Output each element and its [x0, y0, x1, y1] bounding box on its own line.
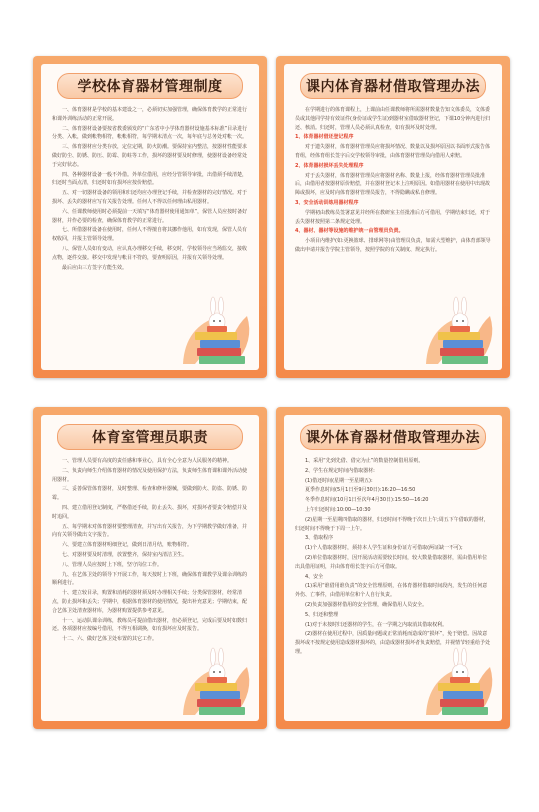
body-paragraph: 五、每学期末对体育器材要整理清查，并写出有关报告，为下学期教学做好准备，并向有关领导做出文字报告。	[52, 523, 248, 539]
body-paragraph: 十一、运动队课余训练，教练员可提前借出器材，但必须登记，完成后要及时如数归还。各项器材应按编号借用，不得互相调换，如有损坏应及时报告。	[52, 617, 248, 633]
body-paragraph: (2)单位借取器材时，因开展活动需要较长时间，较大数量借取器材，需由借用单位出具借用证明，并由体育组长签字后方可借取。	[295, 554, 488, 570]
section-heading: 2、体育器材损坏丢失处理程序	[295, 162, 364, 169]
body-paragraph: 四、各种器材设备一般不外借。外单位借用，应经分管领导审批，出借须手续清楚，归还时当面点清，归还时如有损坏应按价赔偿。	[52, 171, 248, 187]
bunny-with-books-icon	[175, 286, 255, 366]
body-paragraph: (1)借还时间(星期一至星期五):	[305, 477, 373, 484]
body-paragraph: 二、体育器材设备要按省教委颁发的“广东省中小学体育器材设施基本标准”目录进行分类、入帐，做到帐物相符，帐帐相符，每学期末清点一次，每年底与总务处对帐一次。	[52, 125, 248, 141]
body-paragraph: 1、采用“先到先借、借完为止”的数量控制借用原则。	[305, 458, 424, 464]
body-paragraph: 八、保管人员如有变动，应认真办理移交手续，移交时，学校领导应当场监交，接收点物，逐件交接。移交中发现与帐目不符的，要查明原因，并报有关领导处理。	[52, 245, 248, 261]
body-paragraph: 九、在艺体卫处的领导下开展工作，每天按时上下班，确保体育课教学及课余训练的顺利进行。	[52, 571, 248, 587]
poster-body	[295, 457, 491, 658]
body-paragraph: 七、所借器材设备在使用时，任何人不得擅自将其挪作他用，如有发现，保管人员有权收回，并报主管领导处理。	[52, 227, 248, 243]
body-paragraph: (1)对于未按时归还器材的学生，在一学期之内取消其借取权利。	[305, 621, 448, 628]
poster-gym-manager-duties	[33, 407, 267, 729]
body-paragraph: 4、安全	[305, 573, 324, 580]
body-paragraph: 二、负责向师生介绍体育器材的情况及使用保护方法，负责师生体育课和课外活动使用器材。	[52, 467, 248, 483]
poster-inner	[41, 64, 259, 370]
body-paragraph: (2)星期一至星期四借取的器材，归还时间不得晚于次日上午;周五下午借取的器材，归还时间不得晚于下周一上午。	[295, 516, 489, 532]
poster-title-bar	[300, 73, 486, 99]
body-paragraph: 5、归还和整理	[305, 611, 339, 618]
body-paragraph: 在学期进行的体育课程上，上课前由任课教师将所需器材数量告知文体委员，文体委员或其他同学持有效证件(身份证或学生证)到器材室借取器材登记，下课10分钟内进行归还、核消。归还时，管理人员必须认真检查，如有损坏及时处理。	[295, 107, 491, 131]
body-paragraph: 八、管理人员应按时上下班，坚守岗位工作。	[62, 561, 163, 568]
bunny-with-books-icon	[175, 637, 255, 717]
body-paragraph: (1)采用“谁借用谁负责”的安全管理原则，在体育器材借取时间段内，发生的任何意外伤、亡事件，由借用单位和个人自行负责。	[295, 583, 488, 599]
body-paragraph: 六、要建立体育器材明细登记，做到日清月结，账物相符。	[62, 542, 193, 549]
section-heading: 1、体育器材借还登记程序	[295, 134, 354, 141]
bunny-with-books-icon	[418, 637, 498, 717]
body-paragraph: (1)个人借取器材时，须持本人学生证和身份证方可借取(两证缺一不可);	[305, 545, 463, 552]
poster-inner	[284, 415, 502, 721]
body-paragraph: 夏季作息时间(5月1日至9月30日):16:20—16:50	[305, 487, 416, 494]
body-paragraph: 三、体育器材应分类存放，定位定期，防火防潮。要保持室内整洁，按器材性能要求做好防尘、防锈、防压、防霉、防蛀等工作，损坏的器材要及时修理，使器材设备经常处于完好状态。	[52, 144, 248, 168]
body-paragraph: 十、建立较目录，购置和消耗的器材须及时办理相关手续；分类保管器材，经常清点，防止损坏和丢失；学期中，根据体育器材的使用情况，提出补充意见；学期结束，配合艺体卫处清查器材库，为器材购置提供参考意见。	[52, 590, 248, 614]
section-heading: 3、安全活动训练用器材程序	[295, 199, 359, 206]
poster-after-class-borrowing	[276, 407, 510, 729]
body-paragraph: 上午归还时间:10:00—10:30	[305, 506, 371, 513]
poster-body	[52, 457, 248, 645]
poster-equipment-management	[33, 56, 267, 378]
poster-title: 课内体育器材借取管理办法	[306, 79, 480, 95]
body-paragraph: 对于遗失器材，体育器材管理员应将损坏情况、数量以及损坏原因以书面形式报告体育组，经体育组长签字后交学校领导审批，由体育器材管理员向借用人索赔。	[295, 144, 491, 159]
poster-title: 课外体育器材借取管理办法	[306, 430, 480, 446]
body-paragraph: 六、任课教师使用时必须提前一天填写“体育器材使用通知单”，保管人员应按时备好器材，并作必要的检查，确保体育教学的正常进行。	[52, 208, 248, 224]
body-paragraph: 一、管理人员要有高度的责任感和事业心，具有全心全意为人民服务的精神。	[62, 458, 233, 464]
body-paragraph: 四、建立借用登记制度，严格借还手续，防止丢失、损坏，对损坏者要责令赔偿并及时追回。	[52, 504, 248, 520]
body-paragraph: 三、妥善保管体育器材，及时整理、检查和修补器械，要做到防火、防盗、防锈、防霉。	[52, 486, 248, 502]
poster-title-bar	[57, 73, 243, 99]
poster-inner	[41, 415, 259, 721]
body-paragraph: 冬季作息时间(10月1日至次年4月30日):15:50—16:20	[305, 497, 429, 504]
poster-body	[52, 106, 248, 273]
poster-title-bar	[300, 424, 486, 450]
body-paragraph: (2)器材在使用过程中，因质量问题或正常消耗而造成的“损坏”，免于赔偿。因故意损坏或不按规定使用造成器材损坏的，由造成器材损坏者负责赔偿，并视情节轻重给予处理。	[295, 631, 491, 655]
body-paragraph: 最后应由三方签字方能生效。	[62, 264, 128, 271]
section-heading: 4、器材、器材等设施的维护统一由管理员负责。	[295, 228, 404, 235]
poster-title: 体育室管理员职责	[92, 430, 208, 446]
poster-body	[295, 106, 491, 256]
body-paragraph: 五、对一切器材设备的领用和归还均应办理登记手续，并检查器材的完好情况。对于损坏、丢失的器材应写有关报告处理。任何人不得以任何理由私用器材。	[52, 190, 248, 205]
bunny-with-books-icon	[418, 286, 498, 366]
body-paragraph: 对于丢失器材，体育器材管理员应将器材名称、数量上报，经体育器材管理员批准后，由借用者按器材原价赔偿，并在器材登记本上注明原因。如借用器材在使用中出现故障或损坏，应及时向体育器材管理员报告，不得隐瞒或私自修理。	[295, 172, 491, 197]
body-paragraph: 十二、六、做好艺体卫处布置的其它工作。	[62, 636, 158, 643]
body-paragraph: 学期初由教练员签署意见并经所在教研室主任批准后方可借用，学期结束归还，对于丢失器材按照第二条规定处理。	[295, 209, 491, 225]
poster-title: 学校体育器材管理制度	[77, 79, 223, 95]
body-paragraph: (2)负责加强器材借用的安全管理，确保借用人员安全。	[305, 601, 428, 608]
body-paragraph: 七、对器材要及时清理，放置整齐，保持室内清洁卫生。	[62, 551, 188, 558]
body-paragraph: 小项目内维护(如:更换篮球、排球网等)由管理员负责，如需大型维护，由体育部领导做出申请并报告学院主管领导，按照学院的有关制度、规定执行。	[295, 238, 491, 253]
poster-inner	[284, 64, 502, 370]
poster-in-class-borrowing	[276, 56, 510, 378]
body-paragraph: 2、学生在规定时间内借取器材:	[305, 467, 375, 474]
body-paragraph: 一、体育器材是学校的基本建设之一，必须切实加强管理，确保体育教学的正常进行和课外训练活动的正常开展。	[52, 107, 248, 122]
poster-title-bar	[57, 424, 243, 450]
body-paragraph: 3、借取程序	[305, 535, 334, 542]
